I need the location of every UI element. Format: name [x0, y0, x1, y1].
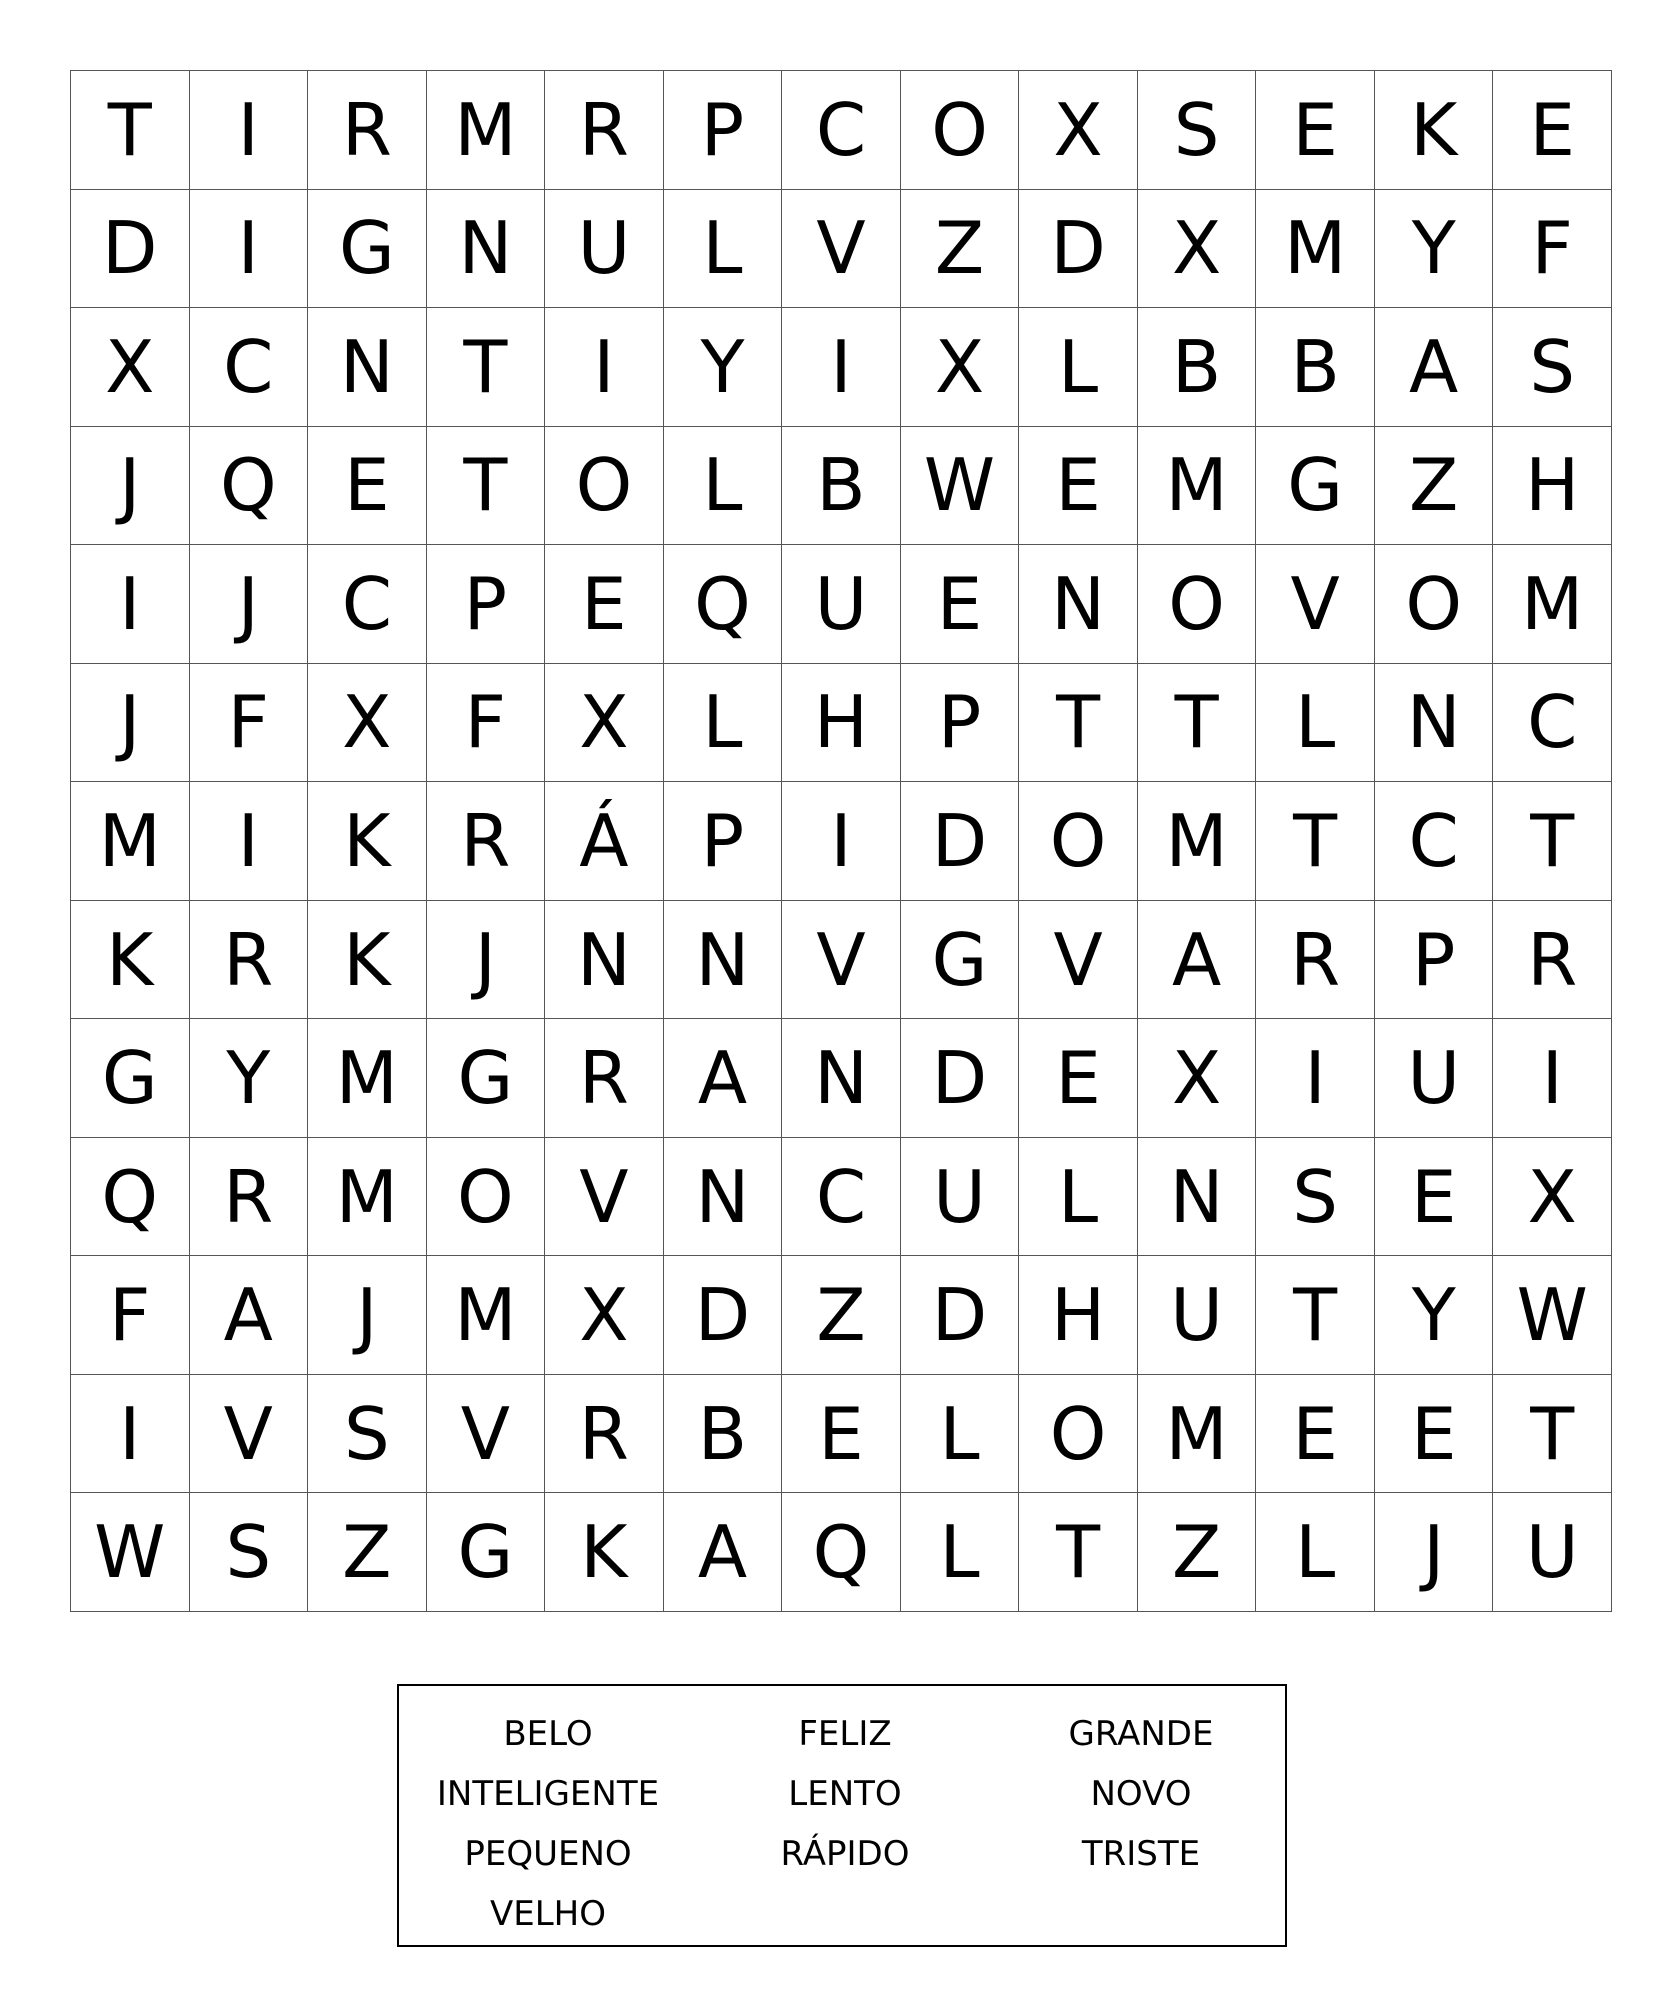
grid-cell[interactable]: M	[1138, 427, 1257, 546]
grid-cell[interactable]: X	[901, 308, 1020, 427]
grid-cell[interactable]: M	[427, 1256, 546, 1375]
grid-cell[interactable]: H	[1019, 1256, 1138, 1375]
grid-cell[interactable]: T	[427, 427, 546, 546]
grid-cell[interactable]: R	[1256, 901, 1375, 1020]
grid-cell[interactable]: Z	[782, 1256, 901, 1375]
grid-cell[interactable]: L	[901, 1493, 1020, 1612]
grid-cell[interactable]: I	[1493, 1019, 1612, 1138]
grid-cell[interactable]: L	[1019, 1138, 1138, 1257]
grid-cell[interactable]: C	[308, 545, 427, 664]
grid-cell[interactable]: P	[1375, 901, 1494, 1020]
grid-cell[interactable]: X	[545, 1256, 664, 1375]
grid-cell[interactable]: R	[427, 782, 546, 901]
grid-cell[interactable]: D	[901, 782, 1020, 901]
word-list-item: TRISTE	[1081, 1834, 1201, 1874]
grid-cell[interactable]: K	[1375, 71, 1494, 190]
grid-cell[interactable]: T	[1019, 1493, 1138, 1612]
grid-cell[interactable]: F	[1493, 190, 1612, 309]
grid-cell[interactable]: M	[1138, 1375, 1257, 1494]
grid-cell[interactable]: Z	[1375, 427, 1494, 546]
grid-cell[interactable]: T	[1493, 1375, 1612, 1494]
grid-cell[interactable]: X	[1138, 1019, 1257, 1138]
grid-cell[interactable]: K	[308, 782, 427, 901]
grid-cell[interactable]: O	[427, 1138, 546, 1257]
grid-cell[interactable]: K	[545, 1493, 664, 1612]
word-list-item: INTELIGENTE	[436, 1774, 660, 1814]
grid-cell[interactable]: V	[1256, 545, 1375, 664]
grid-cell[interactable]: G	[71, 1019, 190, 1138]
grid-cell[interactable]: L	[664, 664, 783, 783]
grid-cell[interactable]: S	[1138, 71, 1257, 190]
grid-cell[interactable]: I	[71, 545, 190, 664]
grid-cell[interactable]: E	[782, 1375, 901, 1494]
grid-cell[interactable]: Y	[1375, 190, 1494, 309]
grid-cell[interactable]: J	[190, 545, 309, 664]
grid-cell[interactable]: T	[1256, 1256, 1375, 1375]
word-list-box	[397, 1684, 1287, 1947]
grid-cell[interactable]: N	[308, 308, 427, 427]
grid-cell[interactable]: E	[1256, 71, 1375, 190]
grid-cell[interactable]: T	[427, 308, 546, 427]
grid-cell[interactable]: Q	[190, 427, 309, 546]
grid-cell[interactable]: K	[71, 901, 190, 1020]
grid-cell[interactable]: L	[664, 190, 783, 309]
grid-cell[interactable]: B	[664, 1375, 783, 1494]
grid-cell[interactable]: T	[1256, 782, 1375, 901]
grid-cell[interactable]: E	[901, 545, 1020, 664]
grid-cell[interactable]: H	[1493, 427, 1612, 546]
grid-cell[interactable]: O	[545, 427, 664, 546]
grid-cell[interactable]: Q	[664, 545, 783, 664]
grid-cell[interactable]: O	[901, 71, 1020, 190]
grid-cell[interactable]: E	[1493, 71, 1612, 190]
word-list	[399, 1704, 1285, 1944]
grid-cell[interactable]: F	[71, 1256, 190, 1375]
grid-cell[interactable]: R	[545, 71, 664, 190]
grid-cell[interactable]: Y	[1375, 1256, 1494, 1375]
grid-cell[interactable]: M	[308, 1138, 427, 1257]
grid-cell[interactable]: N	[664, 901, 783, 1020]
grid-cell[interactable]: E	[1256, 1375, 1375, 1494]
word-list-item: NOVO	[1090, 1774, 1192, 1814]
grid-cell[interactable]: N	[664, 1138, 783, 1257]
word-list-item: LENTO	[788, 1774, 902, 1814]
grid-cell[interactable]: J	[308, 1256, 427, 1375]
grid-cell[interactable]: X	[1493, 1138, 1612, 1257]
grid-cell[interactable]: C	[782, 1138, 901, 1257]
grid-cell[interactable]: G	[901, 901, 1020, 1020]
grid-cell[interactable]: U	[1138, 1256, 1257, 1375]
grid-cell[interactable]: N	[1375, 664, 1494, 783]
grid-cell[interactable]: P	[901, 664, 1020, 783]
grid-cell[interactable]: O	[1019, 1375, 1138, 1494]
grid-cell[interactable]: B	[782, 427, 901, 546]
grid-cell[interactable]: U	[1375, 1019, 1494, 1138]
grid-cell[interactable]: G	[1256, 427, 1375, 546]
grid-cell[interactable]: R	[545, 1019, 664, 1138]
grid-cell[interactable]: H	[782, 664, 901, 783]
grid-cell[interactable]: E	[545, 545, 664, 664]
grid-cell[interactable]: N	[782, 1019, 901, 1138]
grid-cell[interactable]: S	[1493, 308, 1612, 427]
grid-cell[interactable]: U	[545, 190, 664, 309]
grid-cell[interactable]: M	[1493, 545, 1612, 664]
grid-cell[interactable]: T	[1138, 664, 1257, 783]
grid-cell[interactable]: R	[190, 1138, 309, 1257]
grid-cell[interactable]: U	[1493, 1493, 1612, 1612]
grid-cell[interactable]: E	[1375, 1138, 1494, 1257]
grid-cell[interactable]: I	[782, 308, 901, 427]
grid-cell[interactable]: R	[308, 71, 427, 190]
grid-cell[interactable]: Á	[545, 782, 664, 901]
grid-cell[interactable]: V	[1019, 901, 1138, 1020]
grid-cell[interactable]: I	[71, 1375, 190, 1494]
grid-cell[interactable]: X	[545, 664, 664, 783]
grid-cell[interactable]: Z	[901, 190, 1020, 309]
grid-cell[interactable]: I	[190, 190, 309, 309]
grid-cell[interactable]: D	[664, 1256, 783, 1375]
grid-cell[interactable]: V	[545, 1138, 664, 1257]
grid-cell[interactable]: U	[901, 1138, 1020, 1257]
grid-cell[interactable]: G	[427, 1493, 546, 1612]
grid-cell[interactable]: M	[1256, 190, 1375, 309]
grid-cell[interactable]: P	[427, 545, 546, 664]
grid-cell[interactable]: B	[1256, 308, 1375, 427]
grid-cell[interactable]: T	[1493, 782, 1612, 901]
grid-cell[interactable]: X	[1019, 71, 1138, 190]
grid-cell[interactable]: K	[308, 901, 427, 1020]
grid-cell[interactable]: J	[71, 664, 190, 783]
grid-cell[interactable]: V	[190, 1375, 309, 1494]
grid-cell[interactable]: R	[1493, 901, 1612, 1020]
grid-cell[interactable]: C	[782, 71, 901, 190]
grid-cell[interactable]: M	[1138, 782, 1257, 901]
grid-cell[interactable]: S	[1256, 1138, 1375, 1257]
grid-cell[interactable]: L	[1256, 1493, 1375, 1612]
grid-cell[interactable]: A	[664, 1493, 783, 1612]
word-list-item: GRANDE	[1068, 1714, 1214, 1754]
word-list-item: FELIZ	[798, 1714, 892, 1754]
grid-cell[interactable]: J	[71, 427, 190, 546]
grid-cell[interactable]: Y	[664, 308, 783, 427]
grid-cell[interactable]: N	[1138, 1138, 1257, 1257]
grid-cell[interactable]: J	[1375, 1493, 1494, 1612]
grid-cell[interactable]: O	[1019, 782, 1138, 901]
grid-cell[interactable]: D	[901, 1256, 1020, 1375]
grid-cell[interactable]: D	[901, 1019, 1020, 1138]
grid-cell[interactable]: B	[1138, 308, 1257, 427]
grid-cell[interactable]: D	[71, 190, 190, 309]
grid-cell[interactable]: V	[782, 190, 901, 309]
grid-cell[interactable]: E	[1019, 1019, 1138, 1138]
grid-cell[interactable]: W	[901, 427, 1020, 546]
grid-cell[interactable]: D	[1019, 190, 1138, 309]
grid-cell[interactable]: S	[308, 1375, 427, 1494]
word-list-item: BELO	[503, 1714, 593, 1754]
grid-cell[interactable]: T	[71, 71, 190, 190]
grid-cell[interactable]: A	[1375, 308, 1494, 427]
grid-cell[interactable]: W	[71, 1493, 190, 1612]
grid-cell[interactable]: L	[901, 1375, 1020, 1494]
grid-cell[interactable]: A	[664, 1019, 783, 1138]
grid-cell[interactable]: U	[782, 545, 901, 664]
grid-cell[interactable]: N	[427, 190, 546, 309]
word-list-item: VELHO	[489, 1894, 606, 1934]
grid-cell[interactable]: L	[1019, 308, 1138, 427]
grid-cell[interactable]: Z	[1138, 1493, 1257, 1612]
word-list-item: PEQUENO	[464, 1834, 632, 1874]
grid-cell[interactable]: I	[190, 782, 309, 901]
grid-cell[interactable]: F	[427, 664, 546, 783]
grid-cell[interactable]: Q	[71, 1138, 190, 1257]
grid-cell[interactable]: C	[1375, 782, 1494, 901]
grid-cell[interactable]: Q	[782, 1493, 901, 1612]
grid-cell[interactable]: P	[664, 71, 783, 190]
word-list-item: RÁPIDO	[780, 1834, 910, 1874]
grid-cell[interactable]: C	[190, 308, 309, 427]
grid-cell[interactable]: F	[190, 664, 309, 783]
grid-cell[interactable]: X	[308, 664, 427, 783]
grid-cell[interactable]: A	[1138, 901, 1257, 1020]
grid-cell[interactable]: I	[545, 308, 664, 427]
grid-cell[interactable]: E	[1375, 1375, 1494, 1494]
grid-cell[interactable]: L	[1256, 664, 1375, 783]
grid-cell[interactable]: X	[71, 308, 190, 427]
grid-cell[interactable]: I	[1256, 1019, 1375, 1138]
grid-cell[interactable]: V	[782, 901, 901, 1020]
grid-cell[interactable]: I	[190, 71, 309, 190]
grid-cell[interactable]: A	[190, 1256, 309, 1375]
grid-cell[interactable]: M	[308, 1019, 427, 1138]
grid-cell[interactable]: X	[1138, 190, 1257, 309]
grid-cell[interactable]: Y	[190, 1019, 309, 1138]
grid-cell[interactable]: O	[1138, 545, 1257, 664]
grid-cell[interactable]: T	[1019, 664, 1138, 783]
word-search-grid	[70, 70, 1612, 1612]
grid-cell[interactable]: N	[1019, 545, 1138, 664]
grid-cell[interactable]: M	[427, 71, 546, 190]
grid-cell[interactable]: Z	[308, 1493, 427, 1612]
grid-cell[interactable]: M	[71, 782, 190, 901]
grid-cell[interactable]: R	[545, 1375, 664, 1494]
grid-cell[interactable]: W	[1493, 1256, 1612, 1375]
grid-cell[interactable]: N	[545, 901, 664, 1020]
grid-cell[interactable]: G	[308, 190, 427, 309]
grid-cell[interactable]: I	[782, 782, 901, 901]
grid-cell[interactable]: O	[1375, 545, 1494, 664]
grid-cell[interactable]: G	[427, 1019, 546, 1138]
grid-cell[interactable]: C	[1493, 664, 1612, 783]
grid-cell[interactable]: L	[664, 427, 783, 546]
grid-cell[interactable]: E	[308, 427, 427, 546]
grid-cell[interactable]: E	[1019, 427, 1138, 546]
grid-cell[interactable]: J	[427, 901, 546, 1020]
grid-cell[interactable]: V	[427, 1375, 546, 1494]
grid-cell[interactable]: R	[190, 901, 309, 1020]
grid-cell[interactable]: P	[664, 782, 783, 901]
grid-cell[interactable]: S	[190, 1493, 309, 1612]
